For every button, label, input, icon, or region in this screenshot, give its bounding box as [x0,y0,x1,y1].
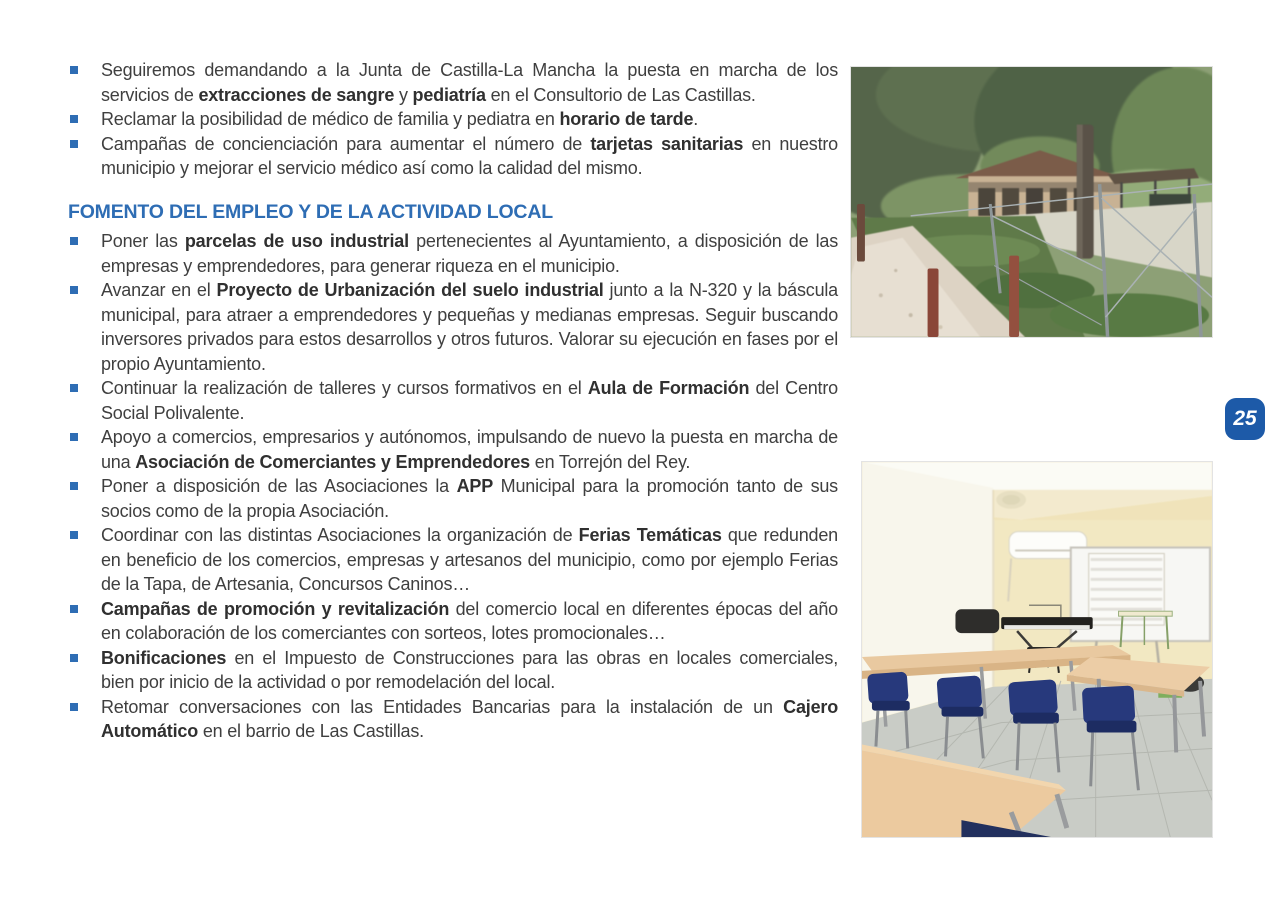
bullet-text: Continuar la realización de talleres y cursos formativos en el Aula de Formación del Centro Social Polivalente. [101,378,838,423]
bullet-text: Bonificaciones en el Impuesto de Construcciones para las obras en locales comerciales, bien por inicio de la actividad o por remodelación del local. [101,647,838,692]
text-column [68,58,838,744]
bullet-text: Coordinar con las distintas Asociaciones la organización de Ferias Temáticas que redunden en beneficio de los comercios, empresas y artesanos del municipio, como por ejemplo Ferias de la Tapa, de Artesania, Concursos Caninos… [101,525,838,594]
list-item [68,695,838,744]
list-item [68,278,838,376]
bullet-square-icon [70,605,78,613]
classroom-photo-illustration [862,462,1212,837]
list-item [68,107,838,132]
section-heading: FOMENTO DEL EMPLEO Y DE LA ACTIVIDAD LOCAL [68,200,553,223]
bullet-text: Campañas de promoción y revitalización del comercio local en diferentes épocas del año en colaboración de los comerciantes con sorteos, lotes promocionales… [101,598,838,643]
office-chair-shape [955,609,999,633]
bullet-text: Reclamar la posibilidad de médico de familia y pediatra en horario de tarde. [101,109,699,129]
bullet-text: Retomar conversaciones con las Entidades Bancarias para la instalación de un Cajero Automático en el barrio de Las Castillas. [101,696,838,741]
bullet-square-icon [70,286,78,294]
bullet-text: Seguiremos demandando a la Junta de Castilla-La Mancha la puesta en marcha de los servicios de extracciones de sangre y pediatría en el Consultorio de Las Castillas. [101,60,838,105]
bullet-square-icon [70,115,78,123]
bullet-square-icon [70,140,78,148]
bullet-square-icon [70,384,78,392]
bullet-square-icon [70,654,78,662]
bullet-text: Poner a disposición de las Asociaciones la APP Municipal para la promoción tanto de sus socios como de la propia Asociación. [101,476,838,521]
bullet-text: Avanzar en el Proyecto de Urbanización del suelo industrial junto a la N-320 y la báscula municipal, para atraer a emprendedores y pequeñas y medianas empresas. Seguir buscando inversores privados para estos desarrollos y otros futuros. Valorar su ejecución en fases por el propio Ayuntamiento. [101,280,838,374]
bullet-list-empleo [68,229,838,744]
bullet-square-icon [70,66,78,74]
bullet-square-icon [70,482,78,490]
photo-consultorio-exterior [850,66,1213,338]
outdoor-photo-illustration [851,67,1212,337]
list-item [68,376,838,425]
bullet-text: Poner las parcelas de uso industrial pertenecientes al Ayuntamiento, a disposición de las empresas y emprendedores, para generar riqueza en el municipio. [101,231,839,276]
bullet-square-icon [70,531,78,539]
list-item [68,425,838,474]
list-item [68,523,838,597]
bullet-square-icon [70,433,78,441]
bullet-text: Apoyo a comercios, empresarios y autónomos, impulsando de nuevo la puesta en marcha de una Asociación de Comerciantes y Emprendedores en Torrejón del Rey. [101,427,838,472]
bullet-list-sanidad [68,58,838,181]
bullet-square-icon [70,237,78,245]
list-item [68,597,838,646]
list-item [68,646,838,695]
page-number-badge: 25 [1225,398,1265,440]
photo-aula-formacion [861,461,1213,838]
list-item [68,58,838,107]
bullet-square-icon [70,703,78,711]
list-item [68,132,838,181]
list-item [68,474,838,523]
list-item [68,229,838,278]
bullet-text: Campañas de concienciación para aumentar el número de tarjetas sanitarias en nuestro municipio y mejorar el servicio médico así como la calidad del mismo. [101,133,838,178]
